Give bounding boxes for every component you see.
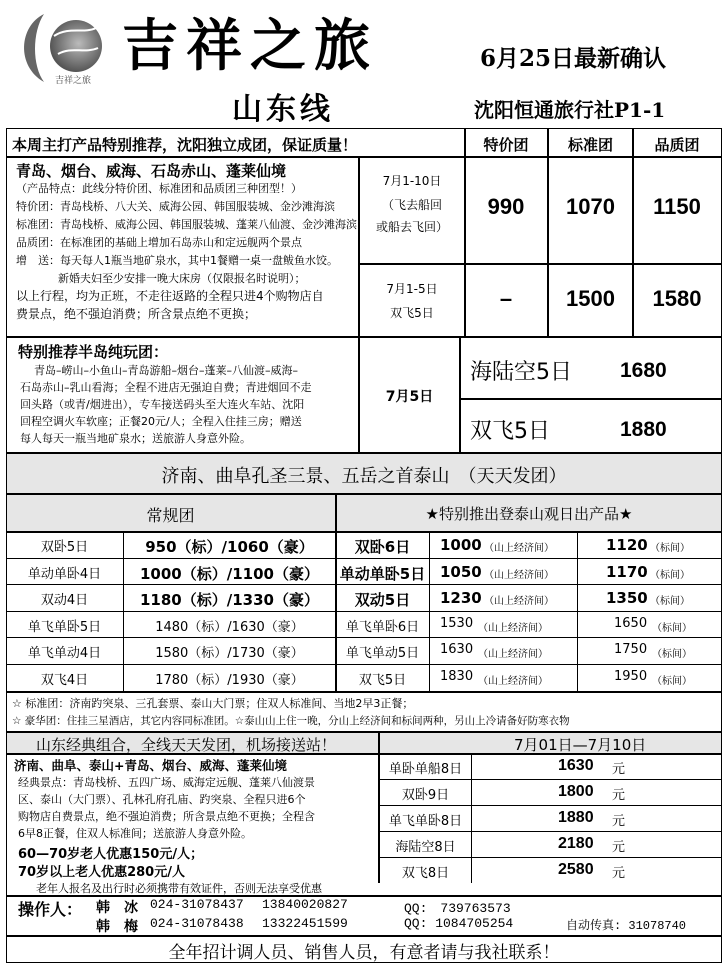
sec1-desc-2: 标准团：青岛栈桥、威海公园、韩国服装城、蓬莱八仙渡、金沙滩海滨 [16,218,357,231]
sec3-row-0-left-name: 双卧5日 [40,540,89,555]
sec3-row-4-right-name: 单飞单动5日 [345,646,420,662]
contact-2-tel: 024-31078438 [150,916,244,931]
sec1-desc-7: 费景点，绝不强迫消费；所含景点绝不更换； [16,307,257,321]
contact-1-qq: QQ: 739763573 [404,901,511,916]
sec3-row-3-left-price: 1480（标）/1630（豪） [155,619,304,635]
sec4-option-3-unit: 元 [612,840,626,855]
sec3-row-1-sunrise-label-standard: （标间） [650,569,690,581]
sec3-row-2-sunrise-label-standard: （标间） [650,596,690,608]
page-subtitle: 山东线 [232,92,334,127]
sec3-row-0-sunrise-price-standard: 1120 [606,536,648,554]
sec3-row-1-right-name: 单动单卧5日 [339,564,426,583]
sec3-banner: 济南、曲阜孔圣三景、五岳之首泰山 （天天发团） [161,466,567,487]
footer-recruit: 全年招计调人员、销售人员，有意者请与我社联系！ [168,943,560,963]
sec2-title: 特别推荐半岛纯玩团： [18,343,169,361]
sec4-note: 老年人报名及出行时必须携带有效证件，否则无法享受优惠 [36,882,322,895]
sec3-row-2-sunrise-label-economy: （山上经济间） [484,596,554,608]
sec2-desc-3: 回程空调火车软座；正餐20元/人；全程入住挂三房；赠送 [20,415,302,428]
sec4-option-1-name: 双卧9日 [401,788,450,803]
sec3-row-3-sunrise-price-economy: 1530 [440,615,474,631]
sec3-row-1-sunrise-label-economy: （山上经济间） [484,569,554,581]
contact-2-mobile: 13322451599 [262,916,348,931]
sec3-row-3-left-name: 单飞单卧5日 [27,619,102,635]
sec3-row-5-sunrise-label-economy: （山上经济间） [478,676,548,687]
sec3-row-4-sunrise-price-standard: 1750 [614,642,648,658]
sec3-row-4-sunrise-label-standard: （标间） [652,649,692,661]
sec3-row-2-left-price: 1180（标）/1330（豪） [140,591,319,610]
sec4-option-3-name: 海陆空8日 [395,840,456,855]
sec3-row-5-sunrise-price-standard: 1950 [614,669,648,684]
sec3-row-5-sunrise-label-standard: （标间） [652,676,692,687]
sec2-desc-4: 每人每天一瓶当地矿泉水；送旅游人身意外险。 [20,432,251,445]
sec3-row-0-sunrise-price-economy: 1000 [440,536,482,554]
sec3-row-4-left-price: 1580（标）/1730（豪） [155,646,304,662]
contact-2-qq: QQ: 1084705254 [404,916,514,931]
sec4-desc-3: 6早8正餐，住双人标准间；送旅游人身意外险。 [18,827,252,840]
sec1-row2-price-quality: 1580 [652,286,702,311]
sec4-desc-0: 经典景点：青岛栈桥、五四广场、威海定远舰、蓬莱八仙渡景 [18,776,315,789]
sec3-row-4-sunrise-price-economy: 1630 [440,642,474,658]
contacts-label: 操作人： [18,900,83,919]
agency-name: 沈阳恒通旅行社P1-1 [474,98,666,122]
sec1-row2-price-special: – [499,286,513,311]
sec1-desc-1: 特价团：青岛栈桥、八大关、威海公园、韩国服装城、金沙滩海滨 [16,200,335,213]
sec4-option-0-unit: 元 [612,762,626,777]
sec2-opt1-price: 1680 [620,359,667,382]
sec1-desc-3: 品质团：在标准团的基础上增加石岛赤山和定远舰两个景点 [16,236,302,249]
sec2-desc-0: 青岛–崂山–小鱼山–青岛游船–烟台–蓬莱–八仙渡–威海– [34,364,298,377]
sec1-row2-note: 双飞5日 [390,306,434,320]
sec1-row2-date: 7月1-5日 [386,282,438,296]
sec4-option-2-name: 单飞单卧8日 [388,814,463,829]
sec1-desc-6: 以上行程，均为正班，不走往返路的全程只进4个购物店自 [16,289,324,303]
sec3-left-title: 常规团 [146,506,195,525]
contact-2-name: 韩 梅 [96,919,138,935]
sec2-date: 7月5日 [385,389,434,405]
sec1-row1-price-quality: 1150 [653,194,701,219]
col-header-special: 特价团 [483,136,529,154]
page-title: 吉祥之旅 [122,13,378,79]
sec4-desc-1: 区、泰山（大门票）、孔林孔府孔庙、趵突泉、全程只进6个 [18,793,306,806]
sec4-option-1-unit: 元 [612,788,626,803]
sec3-row-3-sunrise-price-standard: 1650 [614,615,648,631]
sec1-row1-date: 7月1-10日 [382,174,442,188]
sec3-row-3-sunrise-label-economy: （山上经济间） [478,622,548,634]
sec2-desc-1: 石岛赤山–乳山看海；全程不进店无强迫自费；青进烟回不走 [20,381,312,394]
sec4-option-1-price: 1800 [558,783,594,800]
sec3-row-2-right-name: 双动5日 [354,591,411,610]
sec3-row-3-sunrise-label-standard: （标间） [652,622,692,634]
sec3-row-5-right-name: 双飞5日 [358,673,407,688]
sec3-row-3-right-name: 单飞单卧6日 [345,619,420,635]
sec3-row-1-sunrise-price-standard: 1170 [606,562,648,581]
sec4-option-4-price: 2580 [558,861,594,878]
sec3-row-5-sunrise-price-economy: 1830 [440,669,474,684]
logo-caption: 吉祥之旅 [55,76,92,86]
sec1-route-title: 青岛、烟台、威海、石岛赤山、蓬莱仙境 [16,162,287,180]
sec1-desc-5: 新婚夫妇至少安排一晚大床房（仅限报名时说明）； [58,272,306,285]
sec3-row-2-sunrise-price-economy: 1230 [440,589,482,608]
sec3-row-5-left-price: 1780（标）/1930（豪） [155,673,304,688]
sec4-option-2-price: 1880 [558,809,594,826]
sec3-row-0-sunrise-label-economy: （山上经济间） [484,543,554,554]
sec2-opt1-name: 海陆空5日 [470,360,572,385]
sec4-banner-right: 7月01日—7月10日 [514,736,647,754]
sec1-row1-note1: （飞去船回 [381,198,442,212]
sec1-row1-price-special: 990 [487,194,525,219]
sec2-opt2-name: 双飞5日 [470,419,550,444]
contact-2-fax: 自动传真: 31078740 [566,919,687,933]
sec3-row-4-left-name: 单飞单动4日 [27,646,102,662]
sec4-option-0-price: 1630 [558,757,594,774]
sec4-discount-2: 70岁以上老人优惠280元/人 [18,865,185,880]
sec3-row-1-sunrise-price-economy: 1050 [440,562,482,581]
sec3-row-0-right-name: 双卧6日 [354,538,411,556]
sec2-opt2-price: 1880 [620,418,667,441]
sec3-row-1-left-price: 1000（标）/1100（豪） [140,564,319,583]
sec4-option-2-unit: 元 [612,814,626,829]
sec3-row-5-left-name: 双飞4日 [40,673,89,688]
sec3-right-title: ★特别推出登泰山观日出产品★ [425,505,633,523]
sec4-option-3-price: 2180 [558,835,594,852]
sec1-row1-note2: 或船去飞回） [375,220,448,234]
col-header-quality: 品质团 [654,136,700,154]
sec4-option-0-name: 单卧单船8日 [388,762,463,777]
sec3-note-1: ☆ 豪华团：住挂三星酒店，其它内容同标准团。☆泰山山上住一晚，分山上经济间和标间两种，另山上冷请备好防寒衣物 [12,715,570,727]
sec4-option-4-unit: 元 [612,866,626,881]
sec4-desc-2: 购物店自费景点，绝不强迫消费；所含景点绝不更换；全程含 [18,810,315,823]
sec4-banner-left: 山东经典组合，全线天天发团，机场接送站！ [36,736,337,754]
sec2-desc-2: 回头路（或青/烟进出），专车接送码头至大连火车站、沈阳 [20,398,305,411]
contact-1-mobile: 13840020827 [262,897,348,912]
col-header-standard: 标准团 [567,136,613,154]
contact-1-tel: 024-31078437 [150,897,244,912]
sec1-banner: 本周主打产品特别推荐，沈阳独立成团，保证质量！ [12,136,358,154]
sec1-row1-price-standard: 1070 [566,194,615,219]
contact-1-name: 韩 冰 [96,900,138,916]
sec3-row-2-left-name: 双动4日 [40,593,89,609]
sec3-row-0-left-price: 950（标）/1060（豪） [145,538,314,556]
sec3-row-1-left-name: 单动单卧4日 [27,566,102,582]
sec3-row-4-sunrise-label-economy: （山上经济间） [478,649,548,661]
sec3-note-0: ☆ 标准团：济南趵突泉、三孔套票、泰山大门票；住双人标准间、当地2早3正餐； [12,697,414,710]
sec1-row2-price-standard: 1500 [566,286,615,311]
sec3-row-2-sunrise-price-standard: 1350 [606,589,648,608]
sec4-route-title: 济南、曲阜、泰山+青岛、烟台、威海、蓬莱仙境 [14,758,287,773]
sec4-option-4-name: 双飞8日 [401,866,450,881]
sec4-discount-1: 60—70岁老人优惠150元/人； [18,847,204,862]
sec1-desc-4: 增 送：每天每人1瓶当地矿泉水，其中1餐赠一桌一盘鲅鱼水饺。 [16,254,338,267]
sec1-desc-0: （产品特点：此线分特价团、标准团和品质团三种团型！） [16,182,302,195]
sec3-row-0-sunrise-label-standard: （标间） [650,543,690,554]
date-note: 6月25日最新确认 [480,45,667,72]
